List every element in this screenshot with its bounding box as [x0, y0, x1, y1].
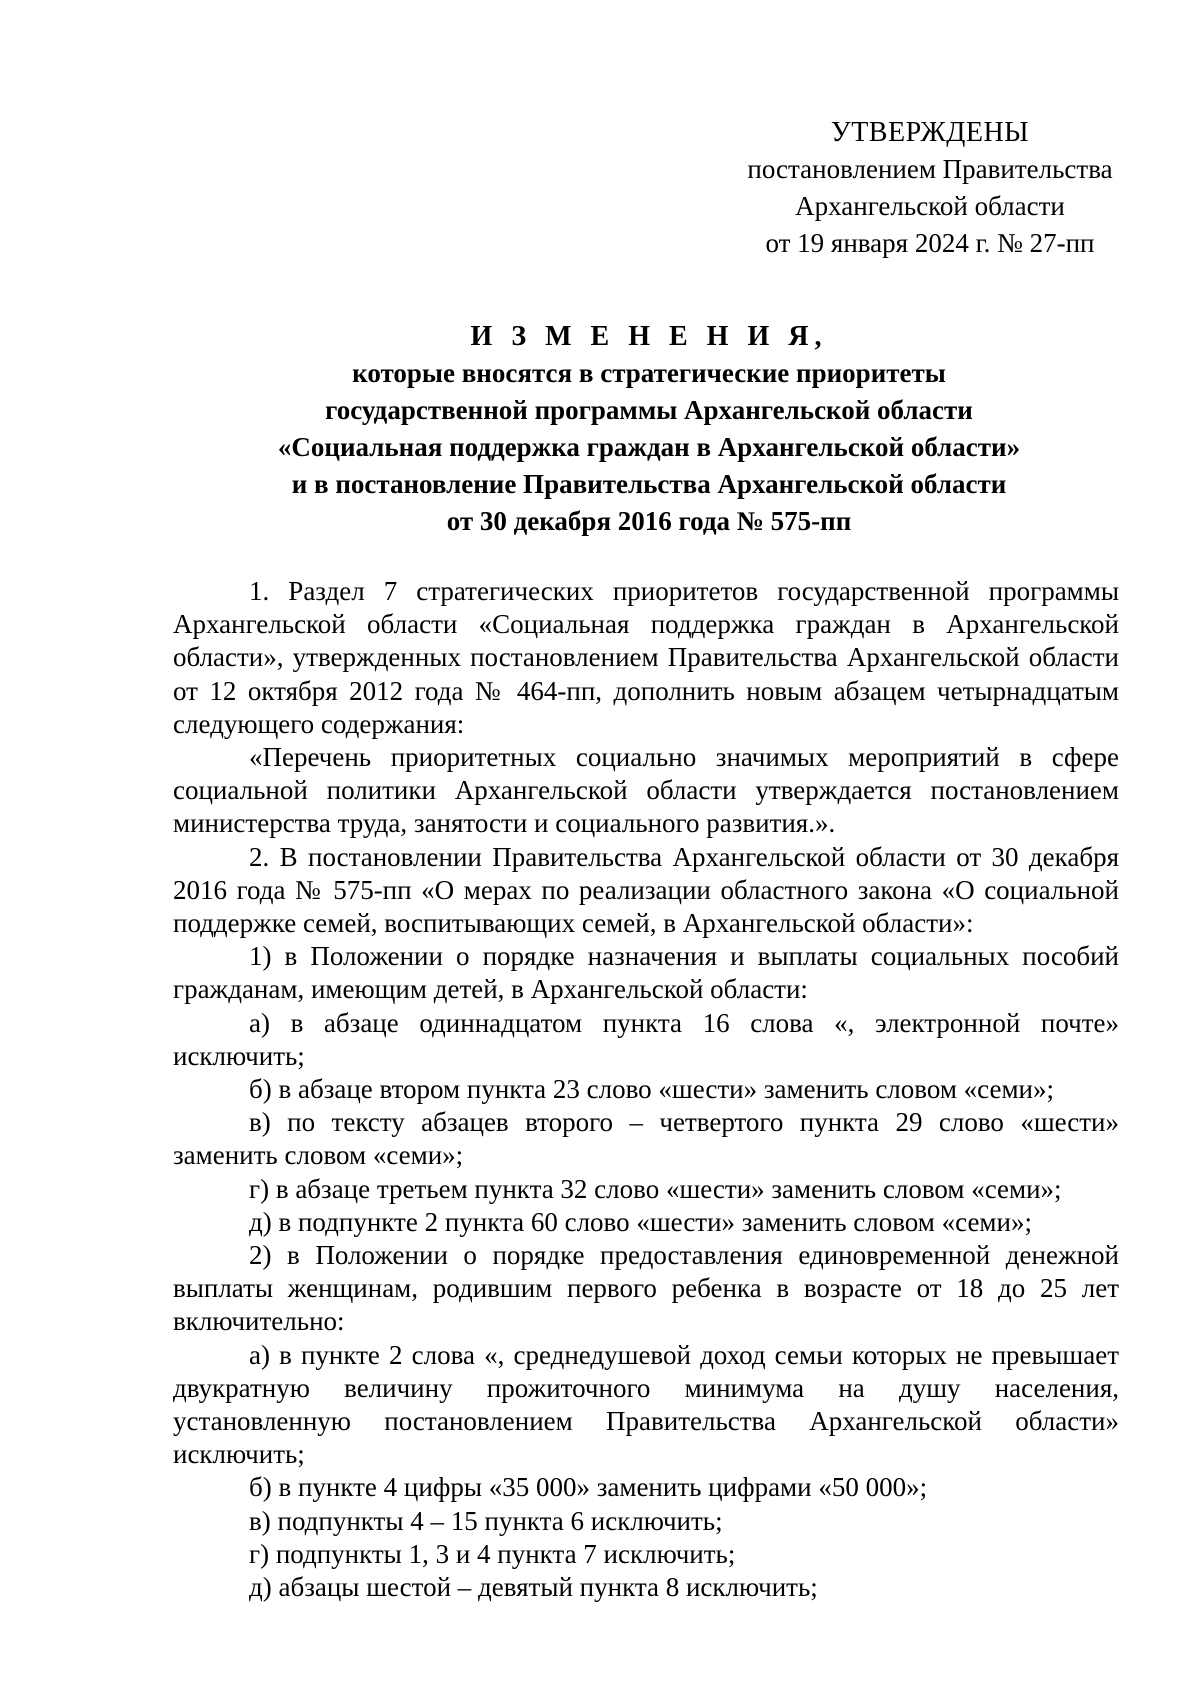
approval-block: [720, 114, 1140, 262]
paragraph: в) по тексту абзацев второго – четвертого пункта 29 слово «шести» заменить словом «семи»;: [173, 1107, 1119, 1171]
paragraph: б) в абзаце втором пункта 23 слово «шести» заменить словом «семи»;: [249, 1074, 1055, 1105]
paragraph: 2) в Положении о порядке предоставления единовременной денежной выплаты женщинам, родившим первого ребенка в возрасте от 18 до 25 лет включительно:: [173, 1240, 1119, 1337]
heading-line: и в постановление Правительства Архангельской области: [291, 469, 1007, 499]
approval-authority: постановлением Правительства: [747, 154, 1113, 184]
paragraph: 1. Раздел 7 стратегических приоритетов государственной программы Архангельской области «Социальная поддержка граждан в Архангельской области», утвержденных постановлением Правительства Архангельской области от 12 октября 2012 года № 464-пп, дополнить новым абзацем четырнадцатым следующего содержания:: [173, 576, 1119, 739]
document-heading: [170, 318, 1128, 540]
paragraph: а) в пункте 2 слова «, среднедушевой доход семьи которых не превышает двукратную величину прожиточного минимума на душу населения, установленную постановлением Правительства Архангельской области» исключить;: [173, 1339, 1119, 1470]
heading-title: И З М Е Н Е Н И Я,: [470, 321, 828, 352]
approval-region: Архангельской области: [795, 191, 1065, 221]
paragraph: 1) в Положении о порядке назначения и выплаты социальных пособий гражданам, имеющим детей, в Архангельской области:: [173, 941, 1119, 1005]
paragraph: в) подпункты 4 – 15 пункта 6 исключить;: [249, 1505, 723, 1536]
paragraph: а) в абзаце одиннадцатом пункта 16 слова «, электронной почте» исключить;: [173, 1007, 1119, 1071]
paragraph: «Перечень приоритетных социально значимых мероприятий в сфере социальной политики Архангельской области утверждается постановлением министерства труда, занятости и социального развития.».: [173, 742, 1119, 839]
heading-line: от 30 декабря 2016 года № 575-пп: [446, 506, 852, 536]
heading-line: «Социальная поддержка граждан в Архангельской области»: [277, 432, 1021, 462]
document-body: [173, 575, 1119, 1604]
approval-date-number: от 19 января 2024 г. № 27-пп: [765, 228, 1095, 258]
heading-line: государственной программы Архангельской области: [325, 395, 973, 425]
paragraph: д) абзацы шестой – девятый пункта 8 исключить;: [249, 1572, 818, 1603]
paragraph: г) в абзаце третьем пункта 32 слово «шести» заменить словом «семи»;: [249, 1173, 1062, 1204]
paragraph: б) в пункте 4 цифры «35 000» заменить цифрами «50 000»;: [249, 1472, 928, 1503]
heading-line: которые вносятся в стратегические приоритеты: [352, 358, 946, 388]
paragraph: г) подпункты 1, 3 и 4 пункта 7 исключить;: [249, 1538, 736, 1569]
paragraph: д) в подпункте 2 пункта 60 слово «шести» заменить словом «семи»;: [249, 1206, 1032, 1237]
paragraph: 2. В постановлении Правительства Архангельской области от 30 декабря 2016 года № 575-пп «О мерах по реализации областного закона «О социальной поддержке семей, воспитывающих семей, в Архангельской области»:: [173, 841, 1119, 939]
approval-status: УТВЕРЖДЕНЫ: [830, 117, 1030, 148]
